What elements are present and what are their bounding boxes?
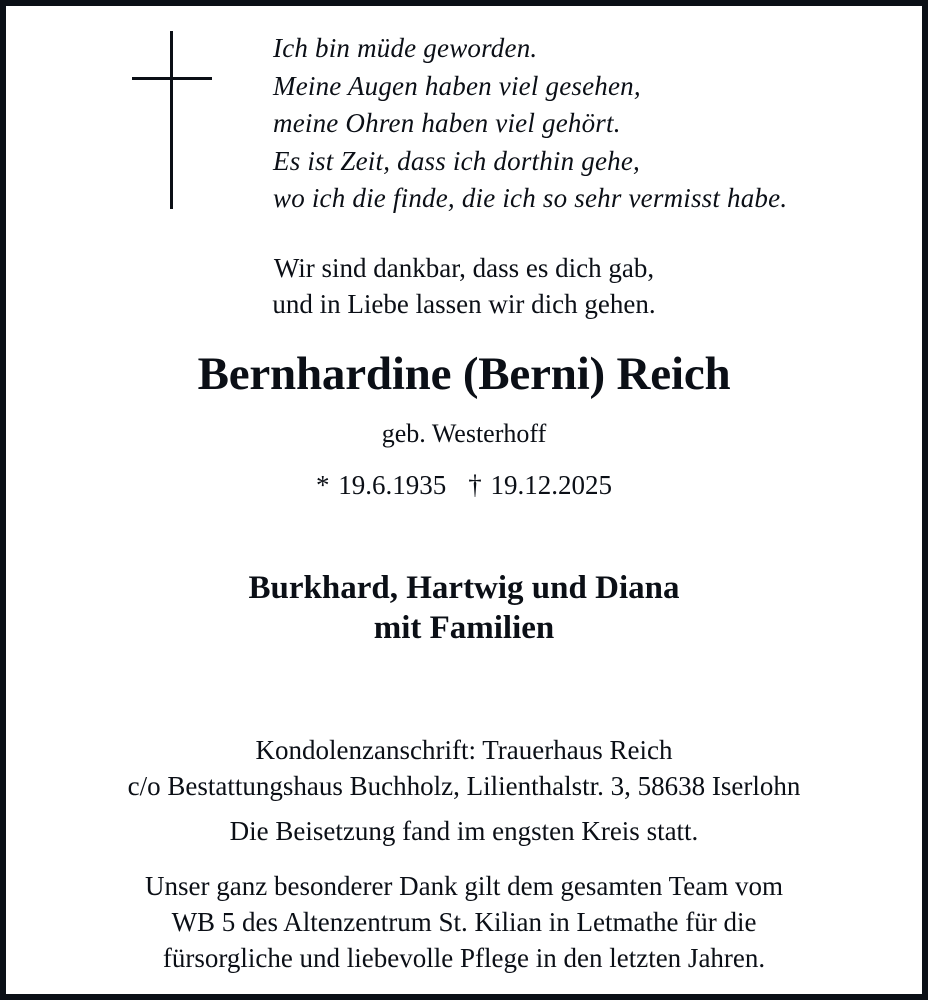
thanks-line: Unser ganz besonderer Dank gilt dem gesamten Team vom xyxy=(145,871,783,901)
poem-line: Ich bin müde geworden. xyxy=(273,33,538,63)
address-line: Kondolenzanschrift: Trauerhaus Reich xyxy=(255,735,673,765)
poem-line: Es ist Zeit, dass ich dorthin gehe, xyxy=(273,145,640,176)
poem xyxy=(273,30,787,218)
poem-line: meine Ohren haben viel gehört. xyxy=(273,108,621,138)
address-line: c/o Bestattungshaus Buchholz, Lilienthalstr. 3, 58638 Iserlohn xyxy=(127,771,801,801)
mourners-line: Burkhard, Hartwig und Diana xyxy=(248,570,680,606)
thanks-line: WB 5 des Altenzentrum St. Kilian in Letmathe für die xyxy=(171,907,757,937)
deceased-name: Bernhardine (Berni) Reich xyxy=(197,348,731,400)
mourners-line: mit Familien xyxy=(373,610,555,646)
birth-name: geb. Westerhoff xyxy=(381,419,547,448)
thanks-line: fürsorgliche und liebevolle Pflege in den letzten Jahren. xyxy=(162,943,766,973)
gratitude-line: Wir sind dankbar, dass es dich gab, xyxy=(273,253,655,283)
poem-line: Meine Augen haben viel gesehen, xyxy=(273,70,641,101)
poem-line: wo ich die finde, die ich so sehr vermisst habe. xyxy=(273,183,788,213)
death-date: † 19.12.2025 xyxy=(468,470,612,500)
gratitude-text xyxy=(6,250,922,322)
condolence-address xyxy=(6,732,922,804)
cross-vertical-bar xyxy=(170,31,173,209)
gratitude-line: und in Liebe lassen wir dich gehen. xyxy=(272,289,656,319)
birth-date: * 19.6.1935 xyxy=(316,470,447,500)
thanks-note xyxy=(6,868,922,976)
cross-horizontal-bar xyxy=(132,77,212,80)
life-dates xyxy=(6,468,922,502)
mourners xyxy=(6,568,922,648)
obituary-card xyxy=(6,6,922,994)
burial-note: Die Beisetzung fand im engsten Kreis statt. xyxy=(229,816,699,846)
